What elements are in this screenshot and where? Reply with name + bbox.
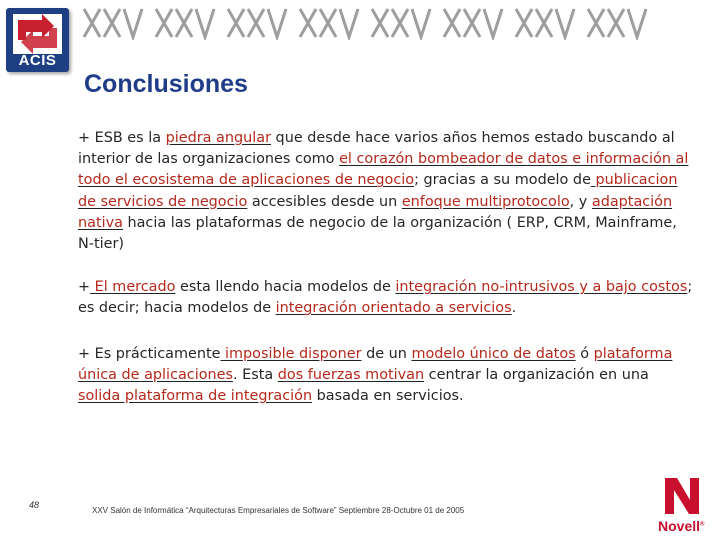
body-text: esta llendo hacia modelos de	[175, 279, 396, 296]
highlighted-text: imposible disponer	[220, 345, 362, 362]
highlighted-text: enfoque multiprotocolo	[401, 193, 570, 210]
highlighted-text: plataforma única de aplicaciones	[78, 345, 673, 383]
body-text: accesibles desde un	[247, 193, 402, 210]
body-text: de un	[361, 345, 412, 362]
highlighted-text: solida plataforma de integración	[78, 388, 313, 405]
page-number: 48	[29, 500, 40, 510]
highlighted-text: dos fuerzas motivan	[277, 366, 425, 383]
novell-logo	[658, 518, 704, 534]
highlighted-text: el corazón bombeador de datos e información al todo el ecosistema de aplicaciones de negocio	[78, 151, 689, 189]
body-text: que desde hace varios años hemos estado buscando al interior de las organizaciones como	[78, 130, 675, 168]
body-text: ; es decir; hacia modelos de	[78, 279, 693, 317]
highlighted-text: El mercado	[90, 279, 176, 296]
highlighted-text: modelo único de datos	[411, 345, 576, 362]
highlighted-text: adaptación nativa	[78, 193, 673, 231]
bullet-item	[78, 277, 693, 319]
bullet-list	[78, 128, 693, 429]
body-text: centrar la organización en una	[424, 366, 649, 383]
novell-n-icon	[659, 476, 703, 516]
novell-wordmark: Novell	[658, 518, 701, 534]
highlighted-text: integración orientado a servicios	[275, 300, 512, 317]
acis-logo	[6, 8, 69, 72]
trademark-symbol: ®	[700, 521, 705, 528]
slide-title: Conclusiones	[84, 70, 248, 98]
body-text: + ESB es la	[78, 130, 166, 146]
highlighted-text: integración no-intrusivos y a bajo costos	[395, 279, 688, 296]
highlighted-text: piedra angular	[165, 130, 271, 146]
body-text: hacia las plataformas de negocio de la organización ( ERP, CRM, Mainframe, N-tier)	[78, 214, 677, 253]
footer-text: XXV Salón de Informática “Arquitecturas Empresariales de Software” Septiembre 28-Octubre 01 de 2005	[92, 506, 465, 515]
body-text: + Es prácticamente	[78, 345, 221, 362]
body-text: . Esta	[232, 366, 278, 383]
highlighted-text: publicacion de servicios de negocio	[78, 172, 678, 210]
bullet-item	[78, 344, 693, 408]
xxv-pattern-banner	[80, 6, 680, 40]
body-text: +	[78, 279, 91, 296]
bullet-item	[78, 128, 693, 255]
body-text: ó	[575, 345, 594, 362]
body-text: basada en servicios.	[312, 388, 464, 405]
logo-text: ACIS	[18, 52, 57, 69]
body-text: .	[511, 300, 517, 317]
body-text: , y	[569, 193, 592, 210]
body-text: ; gracias a su modelo de	[414, 172, 591, 189]
